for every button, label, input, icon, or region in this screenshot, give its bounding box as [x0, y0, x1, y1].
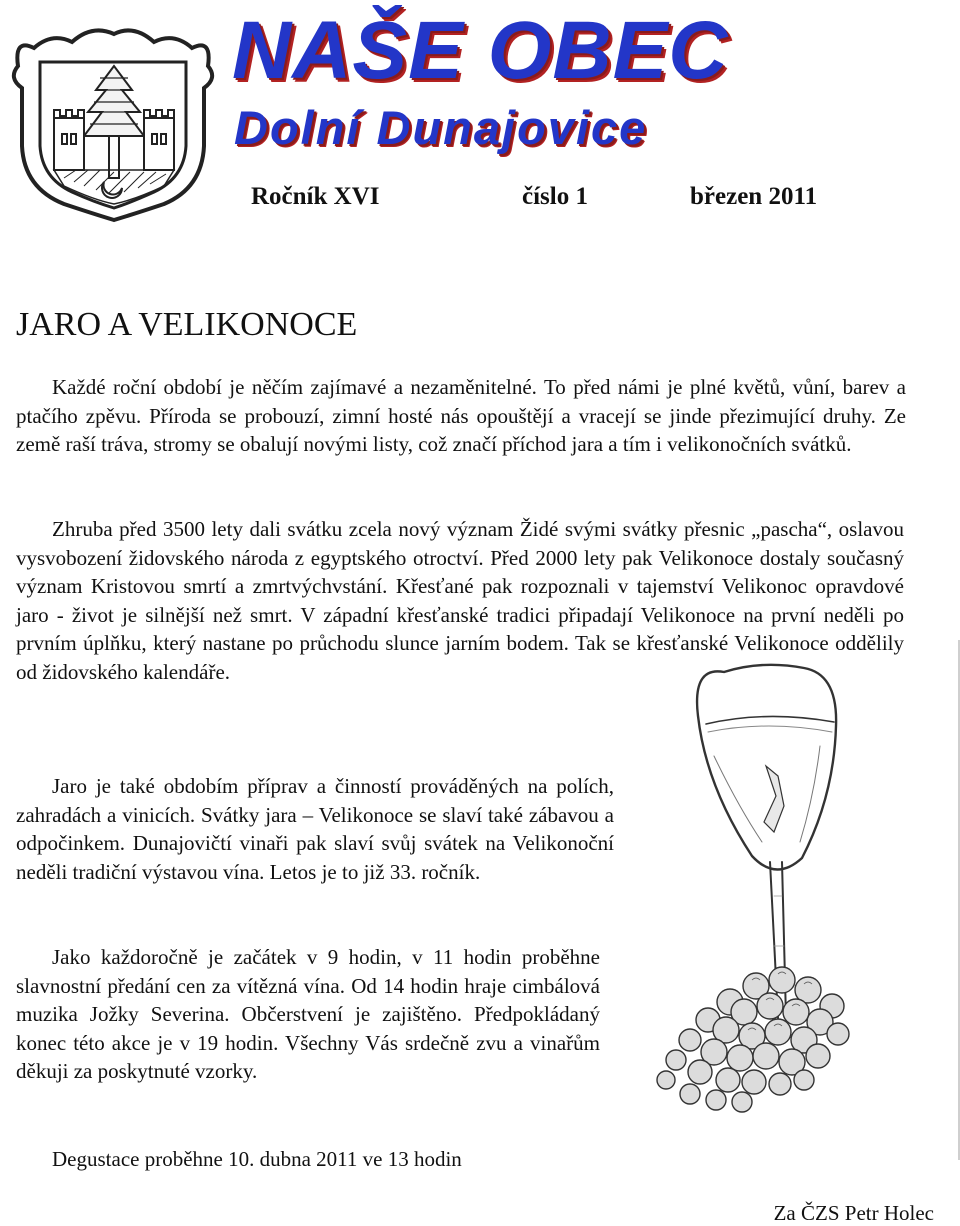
- issue-number: číslo 1: [522, 183, 588, 210]
- article-paragraph: Jaro je také obdobím příprav a činností prováděných na polích, zahradách a vinicích. Svátky jara – Velikonoce se slaví také zábavou a odpočinkem. Dunajovičtí vinaři pak slaví svůj svátek na Velikonoční neděli tradiční výstavou vína. Letos je to již 33. ročník.: [16, 774, 614, 884]
- masthead-title: NAŠE OBEC: [232, 5, 729, 96]
- article-paragraph: Zhruba před 3500 lety dali svátku zcela nový význam Židé svými svátky přesnic „pascha“, oslavou vysvobození židovského národa z egyptského otroctví. Před 2000 lety pak Velikonoce dostaly současný význam Kristovou smrtí a zmrtvýchvstání. Křesťané pak rozpoznali v tajemství Velikonoc opravdové jaro - život je silnější než smrt. V západní křesťanské tradici připadají Velikonoce na první neděli po prvním úplňku, který nastane po průchodu slunce jarním bodem. Tak se křesťanské Velikonoce oddělily od židovského kalendáře.: [16, 517, 904, 684]
- masthead-subtitle: Dolní Dunajovice: [234, 101, 648, 154]
- article-paragraph: Každé roční období je něčím zajímavé a nezaměnitelné. To před námi je plné květů, vůní, barev a ptačího zpěvu. Příroda se probouzí, zimní hosté nás opouštějí a vracejí se jinde přezimující druhy. Ze země raší tráva, stromy se obalují novými listy, což značí příchod jara a tím i velikonočních svátků.: [16, 375, 906, 456]
- article-headline: JARO A VELIKONOCE: [16, 306, 358, 343]
- issue-date: březen 2011: [690, 183, 818, 210]
- article-signature: Za ČZS Petr Holec: [773, 1201, 934, 1225]
- village-crest-image: [4, 18, 222, 223]
- issue-volume: Ročník XVI: [251, 183, 380, 210]
- tasting-date-note: Degustace proběhne 10. dubna 2011 ve 13 hodin: [52, 1147, 462, 1171]
- wine-glass-illustration: [606, 646, 860, 1116]
- article-paragraph: Jako každoročně je začátek v 9 hodin, v 11 hodin proběhne slavnostní předání cen za vítězná vína. Od 14 hodin hraje cimbálová muzika Jožky Severina. Občerstvení je zajištěno. Předpokládaný konec této akce je v 19 hodin. Všechny Vás srdečně zvu a vinařům děkuji za poskytnuté vzorky.: [16, 945, 600, 1083]
